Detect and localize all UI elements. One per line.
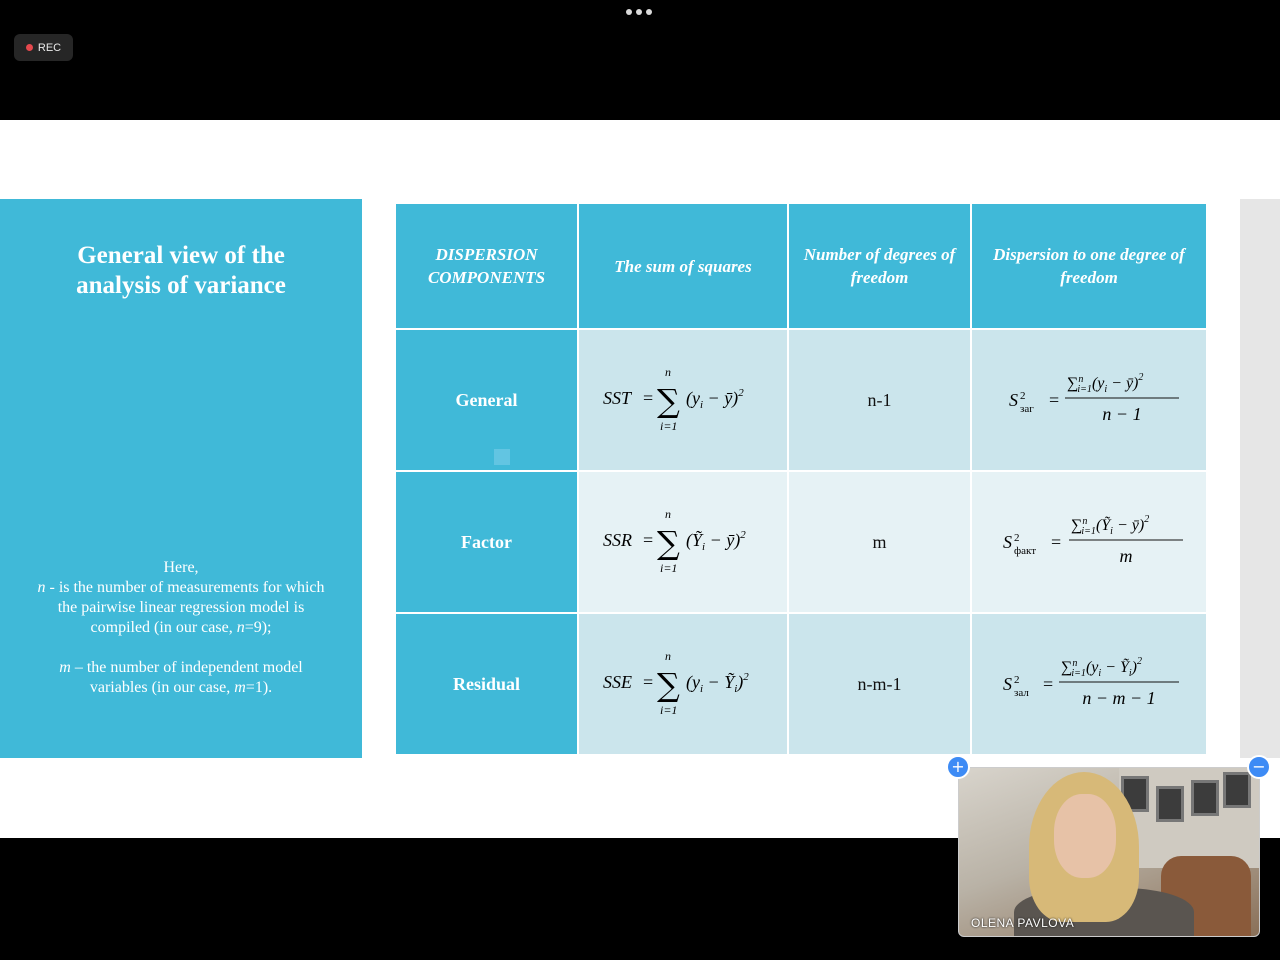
svg-text:SST: SST — [603, 387, 632, 408]
dispersion-formula — [971, 329, 1207, 471]
pointer-cursor-icon — [494, 449, 510, 465]
svg-text:∑: ∑ — [657, 523, 680, 562]
svg-text:(Ỹi − ȳ)2: (Ỹ$_i$ − ȳ)$^2$ — [686, 528, 746, 553]
svg-text:∑: ∑ — [657, 665, 680, 704]
svg-text:SSR: SSR — [603, 529, 632, 550]
svg-text:i=1: i=1 — [660, 560, 678, 575]
svg-text:=: = — [1051, 531, 1062, 552]
row-label: Residual — [395, 613, 578, 755]
slide-edge — [1240, 199, 1280, 758]
table-header-row — [395, 203, 1207, 329]
anova-table — [394, 202, 1208, 756]
more-options-icon[interactable] — [626, 9, 652, 15]
svg-text:(yi − Ỹi)2: ($y_i$ − Ỹ$_i$)$^2$ — [686, 670, 749, 695]
header-dispersion: Dispersion to one degree of freedom — [971, 203, 1207, 329]
expand-video-button[interactable]: + — [946, 755, 970, 779]
svg-text:S: S — [1003, 673, 1012, 694]
participant-face — [1054, 794, 1116, 878]
slide-left-panel — [0, 199, 362, 758]
svg-text:2: 2 — [1014, 531, 1020, 544]
picture-frame — [1156, 786, 1184, 822]
recording-indicator — [14, 34, 73, 61]
svg-text:2: 2 — [1020, 389, 1026, 402]
svg-text:=: = — [1043, 673, 1054, 694]
row-label: General — [395, 329, 578, 471]
row-label: Factor — [395, 471, 578, 613]
degrees-of-freedom-value: m — [788, 471, 971, 613]
dispersion-formula — [971, 471, 1207, 613]
svg-text:∑ni=1(yi − Ỹi)2: ∑$^n$ $i=1(y_i$ − Ỹ$_i$)$^2$ — [1061, 655, 1142, 679]
header-components: DISPERSION COMPONENTS — [395, 203, 578, 329]
svg-text:n − 1: n − 1 — [1102, 403, 1142, 424]
svg-text:заг: заг — [1020, 402, 1034, 415]
svg-text:∑: ∑ — [657, 381, 680, 420]
table-row-general — [395, 329, 1207, 471]
svg-text:=: = — [643, 387, 654, 408]
dispersion-formula — [971, 613, 1207, 755]
svg-text:=: = — [643, 529, 654, 550]
svg-text:∑ni=1(Ỹi − ȳ)2: ∑$^n$ i=1(Ỹ$_i$ − ȳ)$^2$ — [1071, 513, 1150, 537]
svg-text:=: = — [643, 671, 654, 692]
sum-of-squares-formula — [578, 329, 788, 471]
participant-name: OLENA PAVLOVA — [971, 916, 1075, 930]
rec-label: REC — [37, 41, 62, 54]
picture-frame — [1223, 772, 1251, 808]
record-dot-icon — [26, 44, 33, 51]
header-sum-of-squares: The sum of squares — [578, 203, 788, 329]
svg-text:∑ni=1(yi − ȳ)2: ∑$^n$ $i=1(y_i$ − ȳ)$^2$ — [1067, 371, 1144, 395]
shared-slide — [0, 120, 1280, 838]
svg-text:n: n — [665, 364, 671, 379]
svg-text:S: S — [1003, 531, 1012, 552]
degrees-of-freedom-value: n-m-1 — [788, 613, 971, 755]
svg-text:S: S — [1009, 389, 1018, 410]
table-row-factor — [395, 471, 1207, 613]
sum-of-squares-formula — [578, 471, 788, 613]
svg-text:2: 2 — [1014, 673, 1020, 686]
note-m: m – the number of independent model variables (in our case, m=1). — [59, 659, 303, 696]
svg-text:=: = — [1049, 389, 1060, 410]
svg-text:зал: зал — [1014, 686, 1029, 699]
svg-text:n − m − 1: n − m − 1 — [1082, 687, 1156, 708]
picture-frame — [1191, 780, 1219, 816]
degrees-of-freedom-value: n-1 — [788, 329, 971, 471]
svg-text:n: n — [665, 506, 671, 521]
table-row-residual — [395, 613, 1207, 755]
svg-text:(yi − ȳ)2: ($y_i$ − ȳ)$^2$ — [686, 386, 744, 411]
header-degrees-of-freedom: Number of degrees of freedom — [788, 203, 971, 329]
svg-text:факт: факт — [1014, 544, 1037, 557]
slide-note: Here, n - is the number of measurements for which the pairwise linear regression model is compiled (in our case, n=9); m – the number of independent model variables (in our case, m=1). — [30, 558, 332, 698]
note-n: n - is the number of measurements for which the pairwise linear regression model is compiled (in our case, n=9); — [37, 579, 325, 636]
sum-of-squares-formula — [578, 613, 788, 755]
svg-text:SSE: SSE — [603, 671, 632, 692]
svg-text:m: m — [1119, 545, 1133, 566]
svg-text:i=1: i=1 — [660, 418, 678, 433]
participant-video[interactable] — [958, 767, 1260, 937]
svg-text:n: n — [665, 648, 671, 663]
svg-text:i=1: i=1 — [660, 702, 678, 717]
slide-title: General view of the analysis of variance — [76, 242, 286, 299]
collapse-video-button[interactable]: − — [1247, 755, 1271, 779]
